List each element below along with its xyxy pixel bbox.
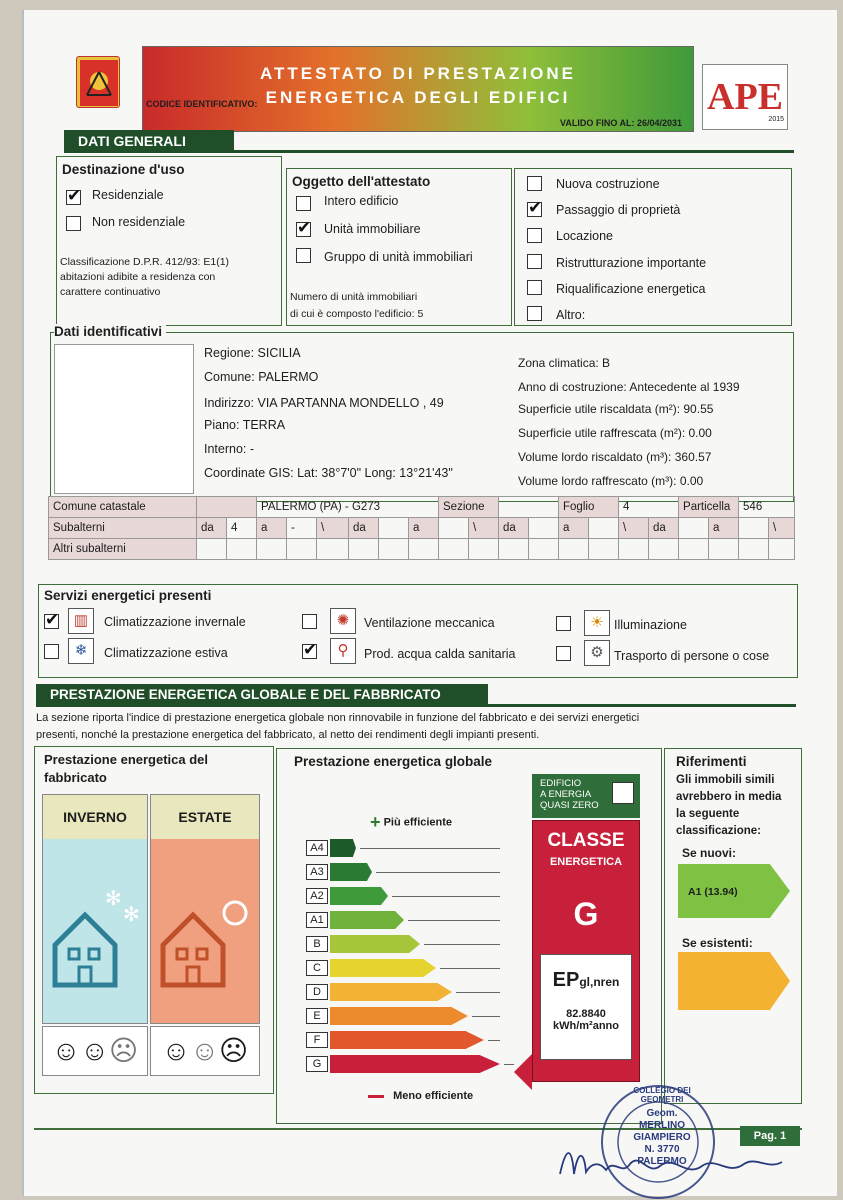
ape-logo-year: 2015 xyxy=(768,116,784,123)
ape-logo-text: APE xyxy=(707,76,783,118)
stamp-l6: PALERMO xyxy=(637,1156,687,1167)
class-label-a1: A1 xyxy=(306,912,328,928)
globale-title: Prestazione energetica globale xyxy=(294,754,493,769)
altri-cell xyxy=(257,539,287,560)
photo-placeholder xyxy=(54,344,194,494)
class-line-e xyxy=(472,1016,500,1017)
class-line-a3 xyxy=(376,872,500,873)
comune-catastale-filler xyxy=(197,497,257,518)
gruppo-checkbox[interactable] xyxy=(296,248,311,263)
section-prestazione: PRESTAZIONE ENERGETICA GLOBALE E DEL FABBRICATO xyxy=(36,684,488,706)
ep-main: EP xyxy=(552,969,580,991)
section-rule-2 xyxy=(36,704,796,707)
numero-unita-l2: di cui è composto l'edificio: 5 xyxy=(290,308,424,320)
sub-cell xyxy=(739,518,769,539)
comune-catastale-label: Comune catastale xyxy=(49,497,197,518)
esistenti-arrow xyxy=(678,952,790,1010)
radiator-icon: ▥ xyxy=(68,608,94,634)
sub-a-3: a xyxy=(559,518,589,539)
trasporto-label: Trasporto di persone o cose xyxy=(614,649,770,663)
sub-slash-1: \ xyxy=(317,518,349,539)
smile-sad-crossed-icon: ☹ xyxy=(108,1035,139,1066)
class-label-a2: A2 xyxy=(306,888,328,904)
class-line-b xyxy=(424,944,500,945)
class-line-d xyxy=(456,992,500,993)
interno: Interno: - xyxy=(204,442,255,456)
light-bulb-icon: ☀ xyxy=(584,610,610,636)
winter-house-icon xyxy=(45,875,145,995)
nuova-checkbox[interactable] xyxy=(527,176,542,191)
prestazione-desc-l2: presenti, nonché la prestazione energetica del fabbricato, al netto dei rendimenti degli impianti presenti. xyxy=(36,729,540,741)
nuovi-value: A1 (13.94) xyxy=(688,886,738,898)
svg-text:✻: ✻ xyxy=(105,888,122,910)
class-bar-a3 xyxy=(330,863,372,881)
stamp-l5: N. 3770 xyxy=(644,1144,680,1155)
ventilazione-checkbox[interactable] xyxy=(302,614,317,629)
catasto-row-3 xyxy=(49,539,795,560)
smile-sad-icon: ☹ xyxy=(218,1035,249,1066)
header-title-line2: ENERGETICA DEGLI EDIFICI xyxy=(265,88,571,107)
sub-a-1: a xyxy=(257,518,287,539)
sub-slash-3: \ xyxy=(619,518,649,539)
class-bar-b xyxy=(330,935,420,953)
altri-cell xyxy=(709,539,739,560)
unita-label: Unità immobiliare xyxy=(324,222,421,236)
svg-text:✻: ✻ xyxy=(123,904,140,926)
locazione-label: Locazione xyxy=(556,229,613,243)
se-nuovi-label: Se nuovi: xyxy=(682,846,737,860)
altri-cell xyxy=(197,539,227,560)
section-rule xyxy=(64,150,794,153)
sub-da-2: da xyxy=(349,518,379,539)
invernale-label: Climatizzazione invernale xyxy=(104,615,246,629)
acqua-checkbox[interactable] xyxy=(302,644,317,659)
class-line-a2 xyxy=(392,896,500,897)
ventilazione-label: Ventilazione meccanica xyxy=(364,616,495,630)
altri-cell xyxy=(649,539,679,560)
piu-efficiente-label: Più efficiente xyxy=(383,816,453,829)
altri-subalterni-label: Altri subalterni xyxy=(49,539,197,560)
altri-cell xyxy=(589,539,619,560)
meno-efficiente xyxy=(368,1090,473,1102)
volume-riscaldato: Volume lordo riscaldato (m³): 360.57 xyxy=(518,450,712,464)
ep-sub: gl,nren xyxy=(579,975,620,989)
air-conditioner-icon: ❄ xyxy=(68,638,94,664)
classe-subtitle: ENERGETICA xyxy=(549,856,623,868)
valido-label xyxy=(560,118,682,128)
illuminazione-label: Illuminazione xyxy=(614,618,687,632)
faucet-icon: ⚲ xyxy=(330,638,356,664)
valido-text: VALIDO FINO AL: xyxy=(560,118,635,128)
altri-cell xyxy=(499,539,529,560)
sub-cell xyxy=(379,518,409,539)
nzeb-l2: A ENERGIA xyxy=(540,789,592,800)
piu-efficiente xyxy=(370,812,452,833)
classificazione-l1: Classificazione D.P.R. 412/93: E1(1) xyxy=(60,256,230,268)
riferimenti-l3: la seguente xyxy=(676,808,740,820)
ep-label xyxy=(541,969,631,992)
ep-unit: kWh/m²anno xyxy=(553,1020,619,1032)
altri-cell xyxy=(287,539,317,560)
sub-da-value: 4 xyxy=(227,518,257,539)
page-number: Pag. 1 xyxy=(740,1126,800,1146)
energy-scale xyxy=(300,840,530,1080)
locazione-checkbox[interactable] xyxy=(527,228,542,243)
classe-value: G xyxy=(573,896,599,932)
sub-da-1: da xyxy=(197,518,227,539)
estiva-label: Climatizzazione estiva xyxy=(104,646,228,660)
prestazione-desc-l1: La sezione riporta l'indice di prestazione energetica globale non rinnovabile in funzione del fabbricato e dei servizi energetici xyxy=(36,712,640,724)
particella-value: 546 xyxy=(739,497,795,518)
class-label-e: E xyxy=(306,1008,328,1024)
altri-cell xyxy=(379,539,409,560)
numero-unita-l1: Numero di unità immobiliari xyxy=(290,291,418,303)
stamp-ring-text: COLLEGIO DEI GEOMETRI xyxy=(633,1086,691,1104)
smile-neutral-crossed-icon: ☺ xyxy=(190,1035,219,1066)
ristrutturazione-label: Ristrutturazione importante xyxy=(556,256,707,270)
oggetto-title: Oggetto dell'attestato xyxy=(292,174,431,189)
altri-cell xyxy=(469,539,499,560)
altri-cell xyxy=(619,539,649,560)
codice-label: CODICE IDENTIFICATIVO: xyxy=(146,99,258,109)
catasto-row-1 xyxy=(49,497,795,518)
invernale-checkbox[interactable] xyxy=(44,614,59,629)
class-label-a4: A4 xyxy=(306,840,328,856)
sub-cell xyxy=(439,518,469,539)
se-esistenti-label: Se esistenti: xyxy=(682,936,753,950)
particella-label: Particella xyxy=(679,497,739,518)
class-line-a1 xyxy=(408,920,500,921)
plus-icon: + xyxy=(370,812,381,832)
altri-cell xyxy=(439,539,469,560)
regione: Regione: SICILIA xyxy=(204,346,301,360)
identificativi-title: Dati identificativi xyxy=(54,324,166,339)
nuova-label: Nuova costruzione xyxy=(556,177,660,191)
riferimenti-l1: Gli immobili simili xyxy=(676,774,775,786)
trasporto-checkbox[interactable] xyxy=(556,646,571,661)
superficie-riscaldata: Superficie utile riscaldata (m²): 90.55 xyxy=(518,402,714,416)
non-residenziale-label: Non residenziale xyxy=(92,215,186,229)
class-label-b: B xyxy=(306,936,328,952)
motivo-box xyxy=(514,168,792,326)
ape-logo xyxy=(702,64,788,130)
certificate-page xyxy=(22,10,837,1196)
class-line-c xyxy=(440,968,500,969)
ristrutturazione-checkbox[interactable] xyxy=(527,254,542,269)
ep-value: 82.8840 xyxy=(566,1008,606,1020)
sezione-label: Sezione xyxy=(439,497,499,518)
classe-title: CLASSE xyxy=(547,830,625,851)
coordinate-gis: Coordinate GIS: Lat: 38°7'0" Long: 13°21'43" xyxy=(204,466,453,480)
foglio-value: 4 xyxy=(619,497,679,518)
riqualificazione-label: Riqualificazione energetica xyxy=(556,282,706,296)
sezione-value xyxy=(499,497,559,518)
comune-catastale-value: PALERMO (PA) - G273 xyxy=(257,497,439,518)
estate-rating xyxy=(150,1026,260,1076)
minus-icon xyxy=(368,1095,384,1098)
altro-label: Altro: xyxy=(556,308,586,322)
destinazione-box xyxy=(56,156,282,326)
nzeb-checkbox[interactable] xyxy=(612,782,634,804)
class-bar-f xyxy=(330,1031,484,1049)
class-bar-d xyxy=(330,983,452,1001)
intero-label: Intero edificio xyxy=(324,194,399,208)
sub-cell xyxy=(529,518,559,539)
sub-a-4: a xyxy=(709,518,739,539)
nzeb-l3: QUASI ZERO xyxy=(540,800,599,811)
stamp-l3: MERLINO xyxy=(638,1120,686,1131)
altri-cell xyxy=(559,539,589,560)
inverno-rating xyxy=(42,1026,148,1076)
section-dati-generali: DATI GENERALI xyxy=(64,130,234,152)
altri-cell xyxy=(769,539,795,560)
passaggio-label: Passaggio di proprietà xyxy=(556,203,681,217)
illuminazione-checkbox[interactable] xyxy=(556,616,571,631)
altro-checkbox[interactable] xyxy=(527,306,542,321)
estate-label: ESTATE xyxy=(178,809,232,825)
fabbricato-title-l2: fabbricato xyxy=(44,770,107,785)
sub-da-3: da xyxy=(499,518,529,539)
riferimenti-title: Riferimenti xyxy=(676,754,747,769)
summer-house-icon xyxy=(153,875,259,995)
non-residenziale-checkbox[interactable] xyxy=(66,216,81,231)
altri-cell xyxy=(679,539,709,560)
class-bar-c xyxy=(330,959,436,977)
intero-checkbox[interactable] xyxy=(296,196,311,211)
signature xyxy=(556,1136,786,1186)
sub-a-value: - xyxy=(287,518,317,539)
inverno-panel xyxy=(42,794,148,1024)
altri-cell xyxy=(227,539,257,560)
smile-neutral-icon: ☺ xyxy=(80,1035,109,1066)
class-bar-a1 xyxy=(330,911,404,929)
altri-cell xyxy=(409,539,439,560)
indirizzo: Indirizzo: VIA PARTANNA MONDELLO , 49 xyxy=(204,396,444,410)
sub-da-4: da xyxy=(649,518,679,539)
classificazione-l3: carattere continuativo xyxy=(60,286,161,298)
comune: Comune: PALERMO xyxy=(204,370,319,384)
anno-costruzione: Anno di costruzione: Antecedente al 1939 xyxy=(518,380,740,394)
destinazione-title: Destinazione d'uso xyxy=(62,162,185,177)
riferimenti-l2: avrebbero in media xyxy=(676,791,782,803)
class-bar-e xyxy=(330,1007,468,1025)
superficie-raffrescata: Superficie utile raffrescata (m²): 0.00 xyxy=(518,426,712,440)
class-label-a3: A3 xyxy=(306,864,328,880)
acqua-label: Prod. acqua calda sanitaria xyxy=(364,647,516,661)
catasto-row-2 xyxy=(49,518,795,539)
riqualificazione-checkbox[interactable] xyxy=(527,280,542,295)
smile-happy-icon: ☺ xyxy=(161,1035,191,1066)
sub-cell xyxy=(679,518,709,539)
catasto-table xyxy=(48,496,795,560)
ep-box xyxy=(540,954,632,1060)
class-bar-a4 xyxy=(330,839,356,857)
residenziale-label: Residenziale xyxy=(92,188,164,202)
stamp-l4: GIAMPIERO xyxy=(633,1132,691,1143)
class-label-d: D xyxy=(306,984,328,1000)
valido-date: 26/04/2031 xyxy=(637,118,683,128)
class-label-g: G xyxy=(306,1056,328,1072)
nzeb-box xyxy=(532,774,640,818)
nzeb-l1: EDIFICIO xyxy=(540,778,582,789)
class-line-a4 xyxy=(360,848,500,849)
riferimenti-l4: classificazione: xyxy=(676,825,762,837)
class-label-c: C xyxy=(306,960,328,976)
region-logo xyxy=(76,56,120,108)
residenziale-checkbox[interactable] xyxy=(66,190,81,205)
piano: Piano: TERRA xyxy=(204,418,286,432)
zona-climatica: Zona climatica: B xyxy=(518,356,611,370)
unita-checkbox[interactable] xyxy=(296,222,311,237)
class-label-f: F xyxy=(306,1032,328,1048)
gear-icon: ⚙ xyxy=(584,640,610,666)
sub-slash-2: \ xyxy=(469,518,499,539)
altri-cell xyxy=(349,539,379,560)
classificazione-l2: abitazioni adibite a residenza con xyxy=(60,271,216,283)
passaggio-checkbox[interactable] xyxy=(527,202,542,217)
servizi-title: Servizi energetici presenti xyxy=(44,588,212,603)
altri-cell xyxy=(739,539,769,560)
class-bar-g xyxy=(330,1055,500,1073)
sub-a-2: a xyxy=(409,518,439,539)
estate-panel xyxy=(150,794,260,1024)
foglio-label: Foglio xyxy=(559,497,619,518)
fan-icon: ✺ xyxy=(330,608,356,634)
meno-efficiente-label: Meno efficiente xyxy=(393,1090,474,1102)
altri-cell xyxy=(529,539,559,560)
class-line-g xyxy=(504,1064,514,1065)
class-bar-a2 xyxy=(330,887,388,905)
classe-pointer xyxy=(514,1054,532,1090)
inverno-label: INVERNO xyxy=(63,809,127,825)
smile-happy-icon: ☺ xyxy=(51,1035,81,1066)
gruppo-label: Gruppo di unità immobiliari xyxy=(324,250,473,264)
altri-cell xyxy=(317,539,349,560)
estiva-checkbox[interactable] xyxy=(44,644,59,659)
header-title-line1: ATTESTATO DI PRESTAZIONE xyxy=(260,64,576,83)
subalterni-label: Subalterni xyxy=(49,518,197,539)
fabbricato-title-l1: Prestazione energetica del xyxy=(44,752,209,767)
sub-slash-4: \ xyxy=(769,518,795,539)
stamp-l2: Geom. xyxy=(646,1108,678,1119)
sub-cell xyxy=(589,518,619,539)
volume-raffrescato: Volume lordo raffrescato (m³): 0.00 xyxy=(518,474,704,488)
class-line-f xyxy=(488,1040,500,1041)
